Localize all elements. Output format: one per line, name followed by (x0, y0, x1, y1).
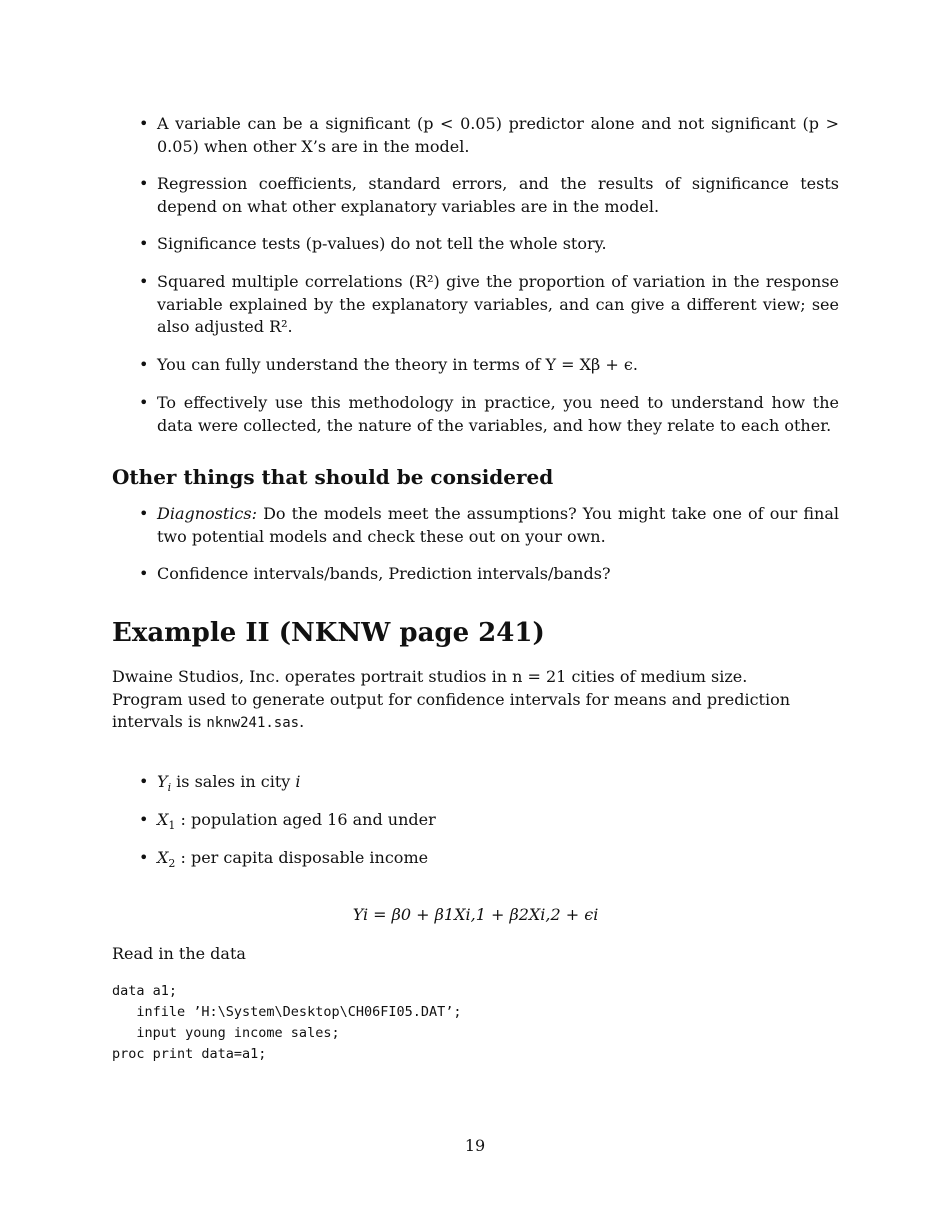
list-item: • To effectively use this methodology in practice, you need to understand how the data were collected, the nature of the variables, and how they relate to each other. (139, 393, 839, 435)
list-item: • Significance tests (p-values) do not tell the whole story. (157, 233, 839, 256)
list-item: • A variable can be a significant (p < 0.05) predictor alone and not significant (p > 0.05) when other X’s are in the model. (139, 114, 839, 156)
page-number: 19 (464, 1136, 486, 1155)
bullet-icon: • (139, 810, 149, 829)
code-line: input young income sales; (112, 1025, 340, 1041)
example-heading: Example II (NKNW page 241) (112, 618, 545, 648)
list-item: • $X_1$ : population aged 16 and under (139, 810, 436, 833)
bullet-icon: • (139, 234, 149, 253)
list-item: • You can fully understand the theory in terms of Y = Xβ + ϵ. (157, 354, 839, 377)
bullet-icon: • (139, 272, 149, 291)
bullet-icon: • (139, 848, 149, 867)
code-line: proc print data=a1; (112, 1046, 267, 1062)
list-item: • $X_2$ : per capita disposable income (139, 848, 429, 871)
bullet-icon: • (139, 174, 149, 193)
bullet-icon: • (139, 504, 149, 523)
read-data-label: Read in the data (112, 944, 246, 963)
list-item: • $Y_i$ is sales in city i (139, 772, 301, 795)
list-item: • Confidence intervals/bands, Prediction intervals/bands? (157, 563, 839, 586)
list-item: • Squared multiple correlations (R²) give the proportion of variation in the response variable explained by the explanatory variables, and can give a different view; see also adjusted R². (139, 272, 839, 336)
code-block (112, 981, 462, 1065)
bullet-icon: • (139, 114, 149, 133)
regression-equation: Yi = β0 + β1Xi,1 + β2Xi,2 + ϵi (352, 905, 599, 924)
section-heading: Other things that should be considered (112, 465, 554, 489)
bullet-icon: • (139, 393, 149, 412)
list-item: • Regression coefficients, standard errors, and the results of significance tests depend on what other explanatory variables are in the model. (139, 174, 839, 216)
bullet-icon: • (139, 772, 149, 791)
bullet-icon: • (139, 355, 149, 374)
list-item: • Diagnostics: Do the models meet the assumptions? You might take one of our final two potential models and check these out on your own. (139, 504, 839, 546)
code-line: infile ’H:\System\Desktop\CH06FI05.DAT’; (112, 1004, 462, 1020)
program-filename: nknw241.sas (206, 715, 300, 731)
bullet-icon: • (139, 564, 149, 583)
intro-paragraph: Dwaine Studios, Inc. operates portrait studios in n = 21 cities of medium size. Program used to generate output for confidence intervals for means and prediction intervals is nknw241.sas. (112, 667, 791, 731)
code-line: data a1; (112, 983, 178, 999)
diagnostics-label: Diagnostics: (157, 504, 257, 523)
